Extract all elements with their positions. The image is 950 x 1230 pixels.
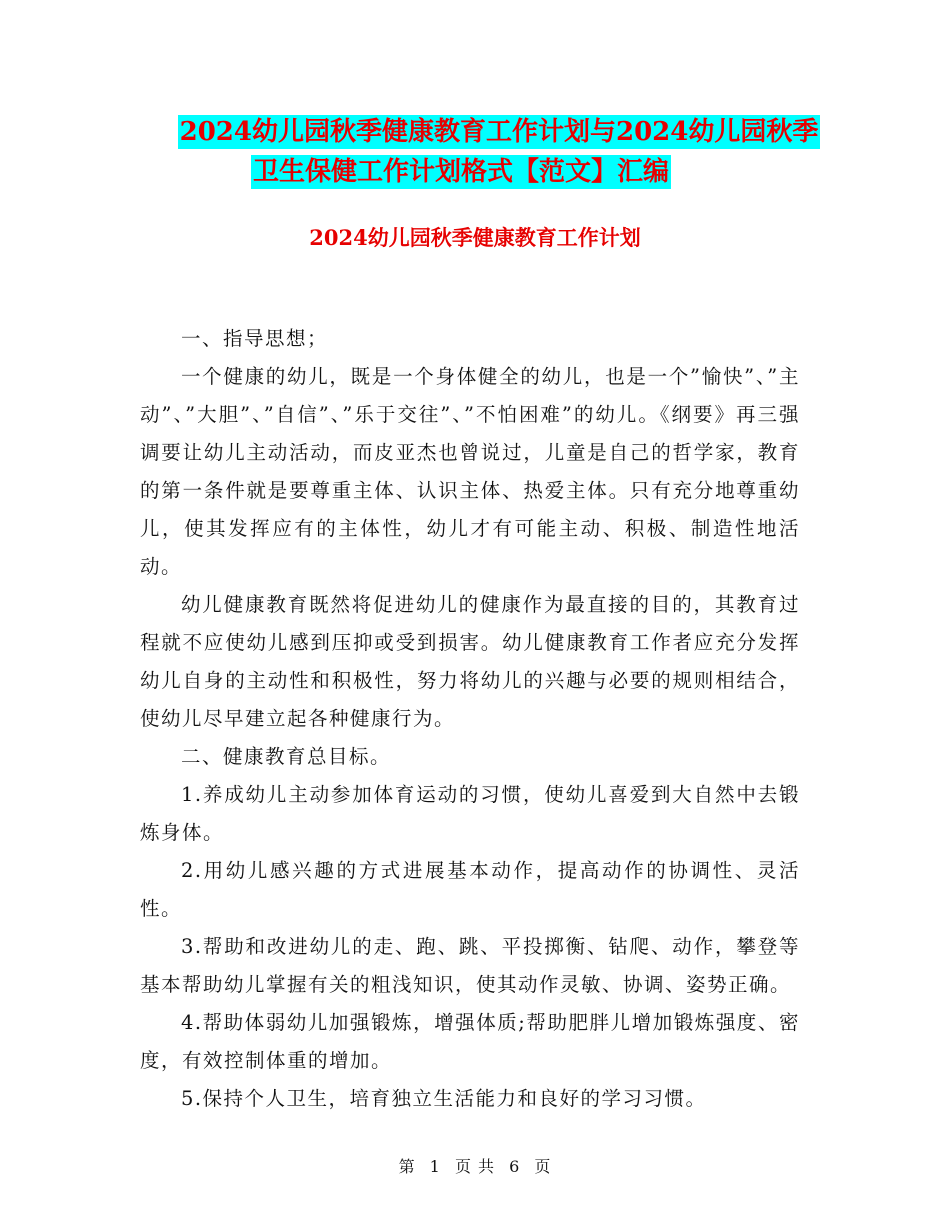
list-item: 4.帮助体弱幼儿加强锻炼，增强体质;帮助肥胖儿增加锻炼强度、密度，有效控制体重的增加。	[140, 1011, 800, 1072]
footer-suffix: 页	[534, 1157, 552, 1176]
paragraph: 幼儿健康教育既然将促进幼儿的健康作为最直接的目的，其教育过程就不应使幼儿感到压抑或受到损害。幼儿健康教育工作者应充分发挥幼儿自身的主动性和积极性，努力将幼儿的兴趣与必要的规则相结合，使幼儿尽早建立起各种健康行为。	[140, 593, 800, 730]
section-title: 2024幼儿园秋季健康教育工作计划	[309, 225, 641, 250]
footer-middle: 页 共	[454, 1157, 496, 1176]
footer-prefix: 第	[398, 1157, 416, 1176]
paragraph-heading-2: 二、健康教育总目标。	[180, 745, 391, 768]
list-item: 3.帮助和改进幼儿的走、跑、跳、平投掷衡、钻爬、动作，攀登等基本帮助幼儿掌握有关的粗浅知识，使其动作灵敏、协调、姿势正确。	[140, 935, 800, 996]
paragraph-heading-1: 一、指导思想；	[180, 327, 328, 350]
title-line-1: 2024幼儿园秋季健康教育工作计划与2024幼儿园秋季	[179, 117, 819, 147]
footer-page-number: 1	[429, 1157, 441, 1176]
document-title	[0, 112, 950, 192]
footer-total-pages: 6	[509, 1157, 521, 1176]
document-body	[140, 320, 800, 1118]
list-item: 2.用幼儿感兴趣的方式进展基本动作，提高动作的协调性、灵活性。	[140, 859, 800, 920]
title-line-2: 卫生保健工作计划格式【范文】汇编	[252, 157, 669, 187]
page-footer	[0, 1154, 950, 1177]
list-item: 1.养成幼儿主动参加体育运动的习惯，使幼儿喜爱到大自然中去锻炼身体。	[140, 783, 800, 844]
paragraph: 一个健康的幼儿，既是一个身体健全的幼儿，也是一个”愉快”、”主动”、”大胆”、”自信”、”乐于交往”、”不怕困难”的幼儿。《纲要》再三强调要让幼儿主动活动，而皮亚杰也曾说过，儿童是自己的哲学家，教育的第一条件就是要尊重主体、认识主体、热爱主体。只有充分地尊重幼儿，使其发挥应有的主体性，幼儿才有可能主动、积极、制造性地活动。	[140, 365, 800, 578]
list-item: 5.保持个人卫生，培育独立生活能力和良好的学习习惯。	[180, 1087, 707, 1110]
